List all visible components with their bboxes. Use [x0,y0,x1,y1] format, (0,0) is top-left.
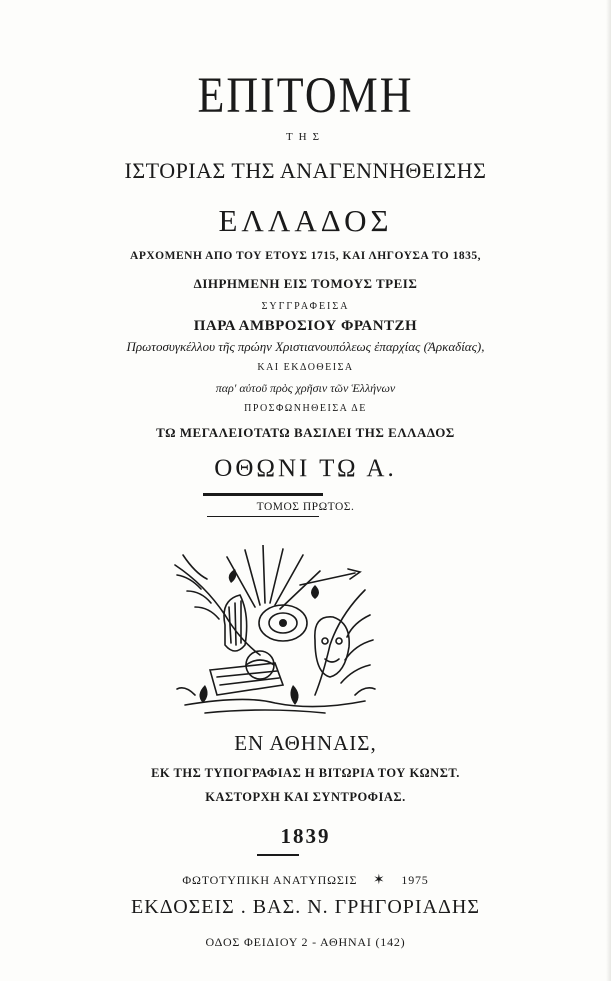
volumes-line: ΔΙΗΡΗΜΕΝΗ ΕΙΣ ΤΟΜΟΥΣ ΤΡΕΙΣ [193,276,418,291]
volume-rule-bottom [207,516,319,517]
star-icon: ✶ [373,873,386,888]
reprint-publisher: ΕΚΔΟΣΕΙΣ . ΒΑΣ. Ν. ΓΡΗΓΟΡΙΑΔΗΣ [131,896,480,918]
reprint-line [0,874,611,888]
printers-ornament-icon [165,545,380,720]
dedication-label: ΠΡΟΣΦΩΝΗΘΕΙΣΑ ΔΕ [244,403,367,414]
book-title: ΕΠΙΤΟΜΗ [197,67,414,124]
reprint-label: ΦΩΤΟΤΥΠΙΚΗ ΑΝΑΤΥΠΩΣΙΣ [182,873,358,887]
published-label: ΚΑΙ ΕΚΔΟΘΕΙΣΑ [257,362,354,373]
reprint-year: 1975 [401,873,429,887]
dedication-otho: ΟΘΩΝΙ ΤΩ Α. [214,455,397,482]
page-edge [606,0,611,981]
printer-partner-line: ΚΑΣΤΟΡΧΗ ΚΑΙ ΣΥΝΤΡΟΦΙΑΣ. [205,790,406,804]
title-article: ΤΗΣ [285,131,326,143]
printer-line: ΕΚ ΤΗΣ ΤΥΠΟΓΡΑΦΙΑΣ Η ΒΙΤΩΡΙΑ ΤΟΥ ΚΩΝΣΤ. [151,766,460,780]
subtitle-history: ΙΣΤΟΡΙΑΣ ΤΗΣ ΑΝΑΓΕΝΝΗΘΕΙΣΗΣ [124,158,487,183]
dedication-king: ΤΩ ΜΕΓΑΛΕΙΟΤΑΤΩ ΒΑΣΙΛΕΙ ΤΗΣ ΕΛΛΑΔΟΣ [156,425,455,440]
place-of-printing: ΕΝ ΑΘΗΝΑΙΣ, [234,731,377,755]
volume-label: ΤΟΜΟΣ ΠΡΩΤΟΣ. [256,501,355,513]
year-rule [257,854,299,856]
written-label: ΣΥΓΓΡΑΦΕΙΣΑ [261,301,350,312]
author-title: Πρωτοσυγκέλλου τῆς πρώην Χριστιανουπόλεως ἐπαρχίας (Ἀρκαδίας), [126,339,485,354]
publication-year: 1839 [280,824,331,848]
volume-rule-top [203,493,323,496]
purpose-line: παρ' αὐτοῦ πρὸς χρῆσιν τῶν Ἑλλήνων [215,381,396,395]
author-name: ΠΑΡΑ ΑΜΒΡΟΣΙΟΥ ΦΡΑΝΤΖΗ [193,318,418,334]
period-line: ΑΡΧΟΜΕΝΗ ΑΠΟ ΤΟΥ ΕΤΟΥΣ 1715, ΚΑΙ ΛΗΓΟΥΣΑ ΤΟ 1835, [130,250,481,262]
subtitle-hellas: ΕΛΛΑΔΟΣ [218,203,393,238]
publisher-address: ΟΔΟΣ ΦΕΙΔΙΟΥ 2 - ΑΘΗΝΑΙ (142) [205,935,406,949]
